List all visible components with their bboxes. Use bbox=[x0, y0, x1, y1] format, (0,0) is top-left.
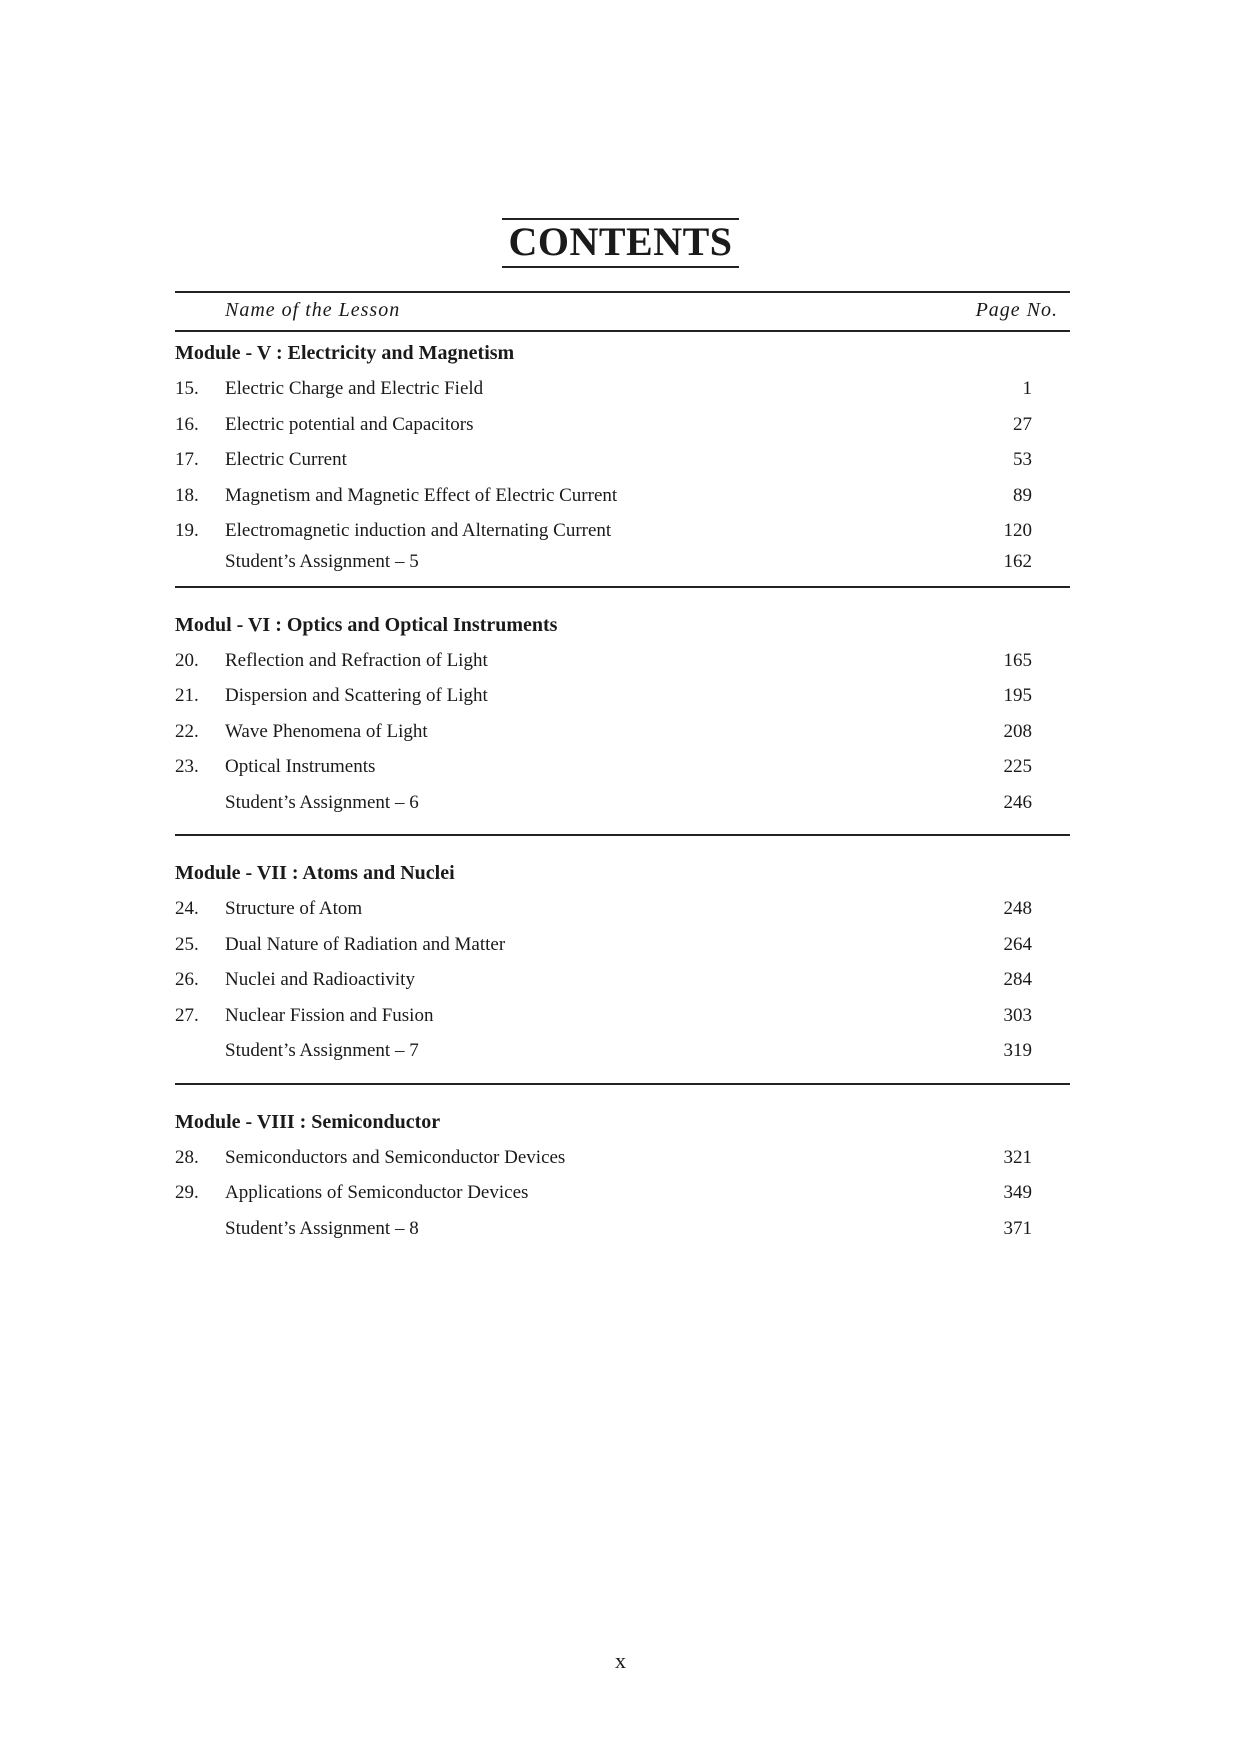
lesson-page: 246 bbox=[1003, 791, 1032, 813]
assignment-row bbox=[175, 1033, 1070, 1069]
lesson-number: 17. bbox=[175, 449, 199, 470]
lesson-number: 27. bbox=[175, 1004, 199, 1026]
lesson-page: 349 bbox=[1003, 1182, 1032, 1203]
lesson-row bbox=[175, 1175, 1070, 1211]
lesson-name: Reflection and Refraction of Light bbox=[225, 649, 488, 671]
lesson-page: 53 bbox=[1013, 449, 1032, 470]
lesson-name: Wave Phenomena of Light bbox=[225, 720, 428, 742]
lesson-page: 165 bbox=[1003, 649, 1032, 671]
lesson-page: 162 bbox=[1003, 550, 1032, 572]
lesson-row bbox=[175, 478, 1070, 514]
lesson-row bbox=[175, 962, 1070, 998]
lesson-name: Student’s Assignment – 8 bbox=[225, 1217, 419, 1239]
lesson-number: 28. bbox=[175, 1146, 199, 1168]
lesson-number: 15. bbox=[175, 378, 199, 399]
module-section bbox=[175, 332, 1070, 586]
lesson-number: 21. bbox=[175, 685, 199, 706]
lesson-name: Student’s Assignment – 5 bbox=[225, 550, 419, 572]
lesson-number: 22. bbox=[175, 720, 199, 742]
lesson-name: Nuclear Fission and Fusion bbox=[225, 1004, 434, 1026]
lesson-number: 29. bbox=[175, 1182, 199, 1203]
title-wrapper bbox=[0, 218, 1241, 268]
lesson-name: Dispersion and Scattering of Light bbox=[225, 685, 488, 706]
table-of-contents bbox=[175, 291, 1070, 1246]
lesson-page: 319 bbox=[1003, 1040, 1032, 1061]
lesson-page: 248 bbox=[1003, 898, 1032, 919]
lesson-row bbox=[175, 407, 1070, 443]
lesson-row bbox=[175, 442, 1070, 478]
lesson-name: Structure of Atom bbox=[225, 898, 363, 919]
lesson-row bbox=[175, 998, 1070, 1034]
module-section bbox=[175, 586, 1070, 835]
lesson-page: 1 bbox=[1022, 378, 1032, 399]
lesson-name: Optical Instruments bbox=[225, 756, 376, 777]
lesson-number: 18. bbox=[175, 484, 199, 506]
lesson-name: Student’s Assignment – 7 bbox=[225, 1040, 419, 1061]
lesson-page: 371 bbox=[1003, 1217, 1032, 1239]
lesson-page: 321 bbox=[1003, 1146, 1032, 1168]
lesson-page: 208 bbox=[1003, 720, 1032, 742]
lesson-row bbox=[175, 1140, 1070, 1176]
lesson-row bbox=[175, 678, 1070, 714]
lesson-page: 284 bbox=[1003, 969, 1032, 990]
lesson-number: 25. bbox=[175, 933, 199, 955]
lesson-page: 225 bbox=[1003, 756, 1032, 777]
lesson-row bbox=[175, 513, 1070, 549]
lesson-row bbox=[175, 371, 1070, 407]
lesson-name: Applications of Semiconductor Devices bbox=[225, 1182, 529, 1203]
lesson-number: 23. bbox=[175, 756, 199, 777]
lesson-row bbox=[175, 643, 1070, 679]
lesson-name: Electromagnetic induction and Alternating Current bbox=[225, 520, 612, 541]
lesson-name: Electric potential and Capacitors bbox=[225, 413, 474, 435]
lesson-name: Electric Current bbox=[225, 449, 347, 470]
module-title: Module - VII : Atoms and Nuclei bbox=[175, 862, 455, 884]
lesson-page: 89 bbox=[1013, 484, 1032, 506]
lesson-page: 27 bbox=[1013, 413, 1032, 435]
lesson-number: 20. bbox=[175, 649, 199, 671]
lesson-number: 26. bbox=[175, 969, 199, 990]
lesson-page: 264 bbox=[1003, 933, 1032, 955]
lesson-number: 16. bbox=[175, 413, 199, 435]
lesson-name: Nuclei and Radioactivity bbox=[225, 969, 415, 990]
lesson-name: Semiconductors and Semiconductor Devices bbox=[225, 1146, 566, 1168]
lesson-number: 24. bbox=[175, 898, 199, 919]
module-title: Module - VIII : Semiconductor bbox=[175, 1110, 441, 1133]
lesson-number: 19. bbox=[175, 520, 199, 541]
lesson-row bbox=[175, 891, 1070, 927]
page-column-header: Page No. bbox=[975, 299, 1058, 321]
lesson-name: Magnetism and Magnetic Effect of Electric Current bbox=[225, 484, 618, 506]
page-number: x bbox=[615, 1648, 626, 1673]
assignment-row bbox=[175, 549, 1070, 574]
toc-header bbox=[175, 291, 1070, 332]
lesson-name: Student’s Assignment – 6 bbox=[225, 791, 419, 813]
assignment-row bbox=[175, 1211, 1070, 1247]
module-title: Modul - VI : Optics and Optical Instruments bbox=[175, 613, 558, 636]
assignment-row bbox=[175, 785, 1070, 821]
module-section bbox=[175, 1083, 1070, 1247]
lesson-page: 303 bbox=[1003, 1004, 1032, 1026]
lesson-row bbox=[175, 749, 1070, 785]
lesson-name: Dual Nature of Radiation and Matter bbox=[225, 933, 506, 955]
lesson-page: 195 bbox=[1003, 685, 1032, 706]
module-title: Module - V : Electricity and Magnetism bbox=[175, 342, 515, 364]
module-section bbox=[175, 834, 1070, 1083]
page-title: CONTENTS bbox=[502, 218, 738, 268]
lesson-column-header: Name of the Lesson bbox=[225, 299, 401, 321]
lesson-row bbox=[175, 714, 1070, 750]
lesson-row bbox=[175, 927, 1070, 963]
lesson-name: Electric Charge and Electric Field bbox=[225, 378, 484, 399]
lesson-page: 120 bbox=[1003, 520, 1032, 541]
